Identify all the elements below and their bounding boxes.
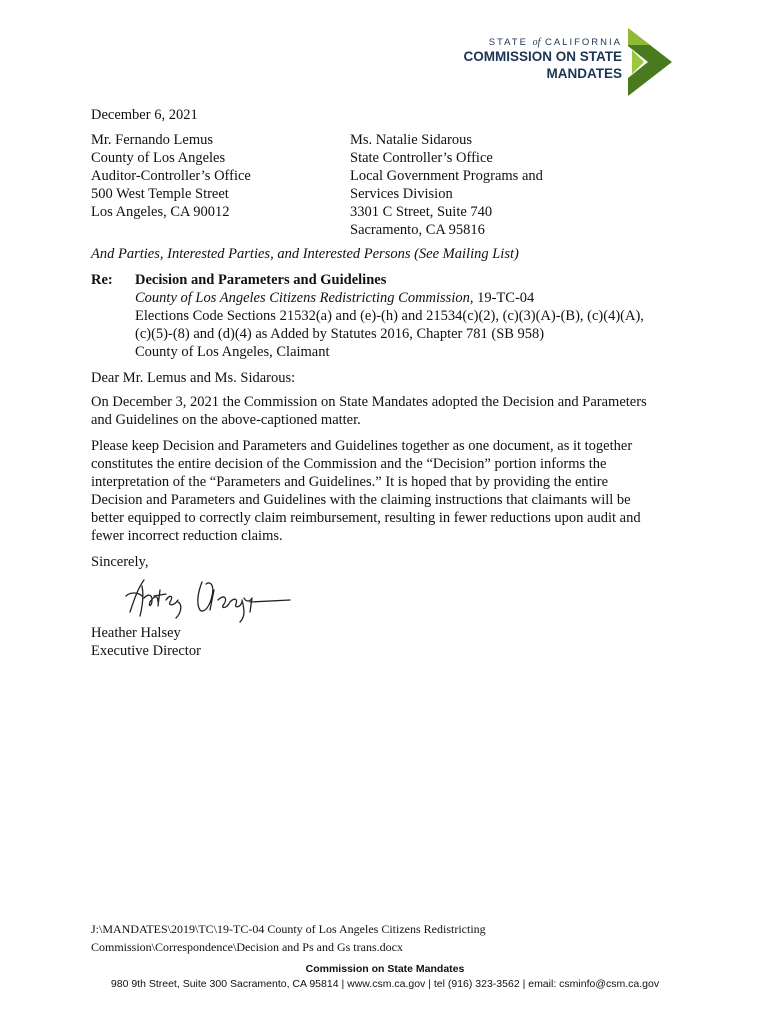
file-path-line: J:\MANDATES\2019\TC\19-TC-04 County of Los Angeles Citizens Redistricting xyxy=(91,922,486,936)
letter-date: December 6, 2021 xyxy=(91,107,198,123)
closing: Sincerely, xyxy=(91,554,149,570)
recipient-right-line: Local Government Programs and xyxy=(350,168,543,184)
recipient-left-line: Auditor-Controller’s Office xyxy=(91,168,251,184)
paragraph-line: interpretation of the “Parameters and Guidelines.” It is hoped that by providing the entire xyxy=(91,474,609,490)
re-label: Re: xyxy=(91,272,113,288)
signer-name: Heather Halsey xyxy=(91,625,181,641)
logo-state-line: STATE of CALIFORNIA xyxy=(488,37,622,48)
paragraph-line: and Guidelines on the above-captioned matter. xyxy=(91,412,361,428)
footer-address: 980 9th Street, Suite 300 Sacramento, CA 95814 | www.csm.ca.gov | tel (916) 323-3562 | email: csminfo@csm.ca.gov xyxy=(110,978,660,990)
signature-image xyxy=(120,572,305,624)
recipient-right-line: 3301 C Street, Suite 740 xyxy=(350,204,493,220)
recipient-left-line: County of Los Angeles xyxy=(91,150,226,166)
file-path xyxy=(91,920,486,956)
recipient-right-line: Ms. Natalie Sidarous xyxy=(350,132,473,148)
re-sections: Elections Code Sections 21532(a) and (e)-(h) and 21534(c)(2), (c)(3)(A)-(B), (c)(4)(A), xyxy=(135,308,644,324)
re-title: Decision and Parameters and Guidelines xyxy=(135,272,387,288)
recipient-right-line: Services Division xyxy=(350,186,453,202)
recipient-right xyxy=(350,131,543,239)
salutation: Dear Mr. Lemus and Ms. Sidarous: xyxy=(91,370,296,386)
logo-chevron-icon xyxy=(628,28,672,96)
recipient-left-line: Mr. Fernando Lemus xyxy=(91,132,214,148)
footer-org: Commission on State Mandates xyxy=(305,963,465,975)
logo-commission-line: COMMISSION ON STATE xyxy=(463,49,622,64)
logo-mandates-line: MANDATES xyxy=(546,66,622,81)
paragraph-line: Please keep Decision and Parameters and Guidelines together as one document, as it together xyxy=(91,438,633,454)
paragraph-line: constitutes the entire decision of the Commission and the “Decision” portion informs the xyxy=(91,456,607,472)
paragraph-line: On December 3, 2021 the Commission on State Mandates adopted the Decision and Parameters xyxy=(91,394,647,410)
re-statutes: (c)(5)-(8) and (d)(4) as Added by Statutes 2016, Chapter 781 (SB 958) xyxy=(135,326,545,342)
paragraph-2 xyxy=(91,437,641,545)
signer-title: Executive Director xyxy=(91,643,201,659)
recipient-left-line: Los Angeles, CA 90012 xyxy=(91,204,230,220)
re-case: County of Los Angeles Citizens Redistricting Commission, 19-TC-04 xyxy=(135,290,535,306)
file-path-line: Commission\Correspondence\Decision and Ps and Gs trans.docx xyxy=(91,940,403,954)
recipient-left xyxy=(91,131,251,221)
paragraph-line: fewer incorrect reduction claims. xyxy=(91,528,283,544)
paragraph-1 xyxy=(91,393,647,429)
recipient-left-line: 500 West Temple Street xyxy=(91,186,229,202)
and-parties-line: And Parties, Interested Parties, and Interested Persons (See Mailing List) xyxy=(91,246,519,262)
paragraph-line: Decision and Parameters and Guidelines with the claiming instructions that claimants will be xyxy=(91,492,631,508)
recipient-right-line: State Controller’s Office xyxy=(350,150,493,166)
re-claimant: County of Los Angeles, Claimant xyxy=(135,344,330,360)
logo-text xyxy=(464,37,623,82)
recipient-right-line: Sacramento, CA 95816 xyxy=(350,222,485,238)
paragraph-line: better equipped to correctly claim reimbursement, resulting in fewer reductions upon audit and xyxy=(91,510,641,526)
re-block xyxy=(135,271,644,361)
